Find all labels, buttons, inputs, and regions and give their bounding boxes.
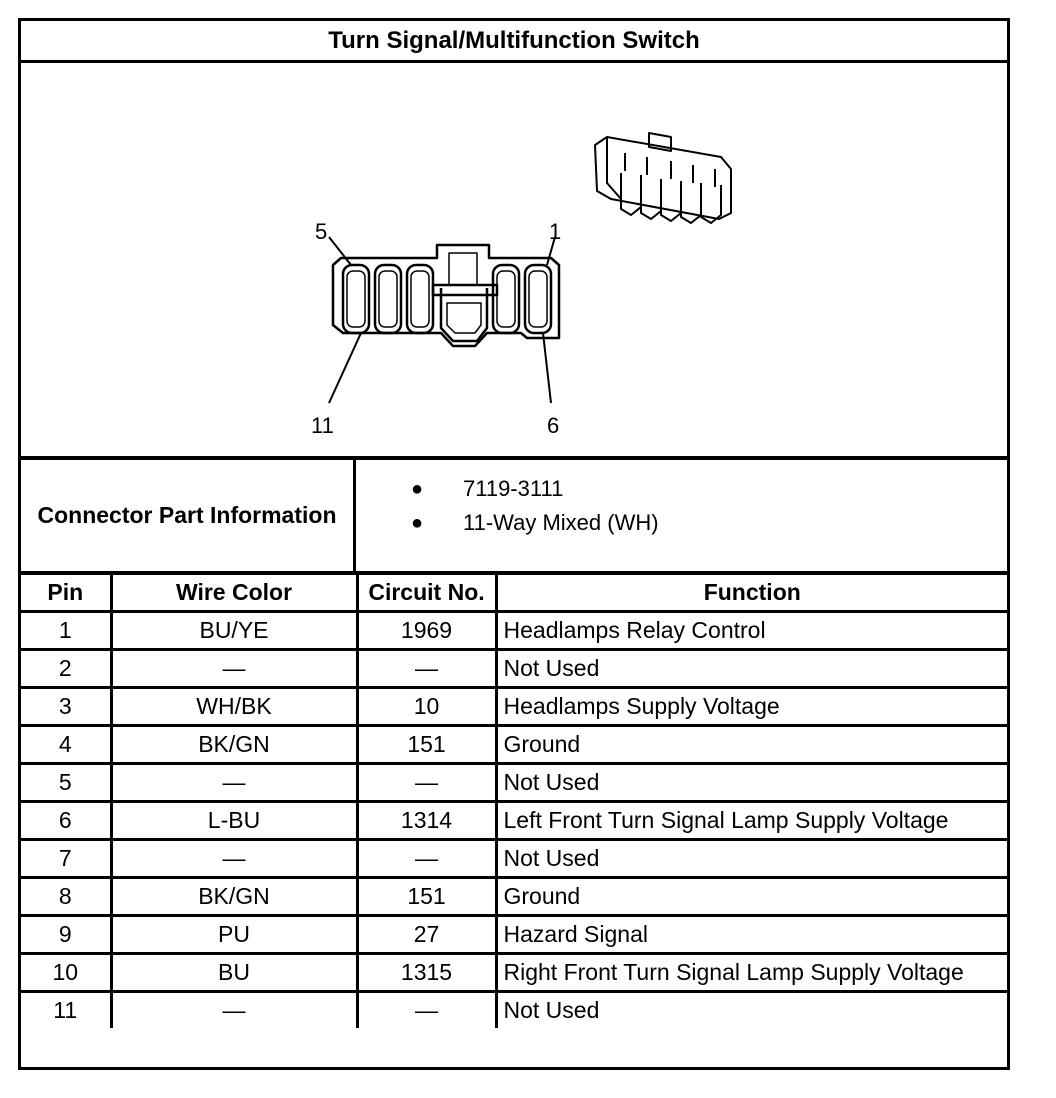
circuit-cell: 1315 (357, 954, 496, 992)
function-cell: Right Front Turn Signal Lamp Supply Voltage (496, 954, 1007, 992)
wire-color-cell: — (111, 992, 357, 1029)
circuit-cell: 27 (357, 916, 496, 954)
table-row (21, 802, 1007, 840)
wire-color-cell: BK/GN (111, 726, 357, 764)
connector-part-info-label: Connector Part Information (21, 460, 356, 571)
cavity (497, 271, 515, 327)
connector-part-info (21, 456, 1007, 575)
wire-color-cell: — (111, 764, 357, 802)
page-title: Turn Signal/Multifunction Switch (21, 21, 1007, 63)
latch-top (449, 253, 477, 285)
circuit-cell: — (357, 650, 496, 688)
pin-cell: 9 (21, 916, 111, 954)
header-pin: Pin (21, 575, 111, 612)
circuit-cell: 10 (357, 688, 496, 726)
table-row (21, 840, 1007, 878)
wire-color-cell: BK/GN (111, 878, 357, 916)
pin-label-6: 6 (547, 413, 560, 438)
pin-cell: 4 (21, 726, 111, 764)
table-row (21, 726, 1007, 764)
function-cell: Ground (496, 878, 1007, 916)
pin-cell: 3 (21, 688, 111, 726)
table-header-row (21, 575, 1007, 612)
cavity (529, 271, 547, 327)
table-row (21, 916, 1007, 954)
connector-diagram (21, 63, 1007, 456)
table-row (21, 764, 1007, 802)
table-row (21, 612, 1007, 650)
function-cell: Left Front Turn Signal Lamp Supply Voltage (496, 802, 1007, 840)
table-row (21, 650, 1007, 688)
pin-cell: 7 (21, 840, 111, 878)
table-row (21, 688, 1007, 726)
table-row (21, 954, 1007, 992)
wire-color-cell: WH/BK (111, 688, 357, 726)
connector-iso-view (595, 133, 731, 223)
connector-face-drawing (21, 63, 1007, 456)
wire-color-cell: BU/YE (111, 612, 357, 650)
circuit-cell: 151 (357, 878, 496, 916)
table-row (21, 992, 1007, 1029)
table-row (21, 878, 1007, 916)
wire-color-cell: BU (111, 954, 357, 992)
wire-color-cell: — (111, 650, 357, 688)
cavity (379, 271, 397, 327)
wire-color-cell: — (111, 840, 357, 878)
part-number: 7119-3111 (463, 476, 564, 501)
function-cell: Hazard Signal (496, 916, 1007, 954)
latch (447, 303, 481, 333)
leader-line (329, 237, 351, 265)
connector-description: 11-Way Mixed (WH) (463, 510, 659, 535)
function-cell: Not Used (496, 992, 1007, 1029)
circuit-cell: 1969 (357, 612, 496, 650)
list-item (411, 472, 659, 506)
wire-color-cell: L-BU (111, 802, 357, 840)
pin-cell: 1 (21, 612, 111, 650)
function-cell: Not Used (496, 840, 1007, 878)
header-wire-color: Wire Color (111, 575, 357, 612)
pin-cell: 8 (21, 878, 111, 916)
wire-color-cell: PU (111, 916, 357, 954)
circuit-cell: — (357, 992, 496, 1029)
function-cell: Ground (496, 726, 1007, 764)
leader-line (543, 333, 551, 403)
circuit-cell: — (357, 840, 496, 878)
circuit-cell: 1314 (357, 802, 496, 840)
pinout-table (21, 575, 1007, 1028)
function-cell: Not Used (496, 650, 1007, 688)
pin-cell: 2 (21, 650, 111, 688)
connector-sheet (18, 18, 1010, 1070)
pin-label-11: 11 (311, 413, 334, 438)
pin-cell: 10 (21, 954, 111, 992)
bullet-icon: ● (411, 512, 424, 534)
pin-cell: 11 (21, 992, 111, 1029)
function-cell: Headlamps Supply Voltage (496, 688, 1007, 726)
header-circuit-no: Circuit No. (357, 575, 496, 612)
pin-cell: 5 (21, 764, 111, 802)
pin-cell: 6 (21, 802, 111, 840)
circuit-cell: 151 (357, 726, 496, 764)
function-cell: Not Used (496, 764, 1007, 802)
cavity (347, 271, 365, 327)
circuit-cell: — (357, 764, 496, 802)
header-function: Function (496, 575, 1007, 612)
cavity (411, 271, 429, 327)
bullet-icon: ● (411, 478, 424, 500)
leader-line (329, 333, 361, 403)
pin-label-1: 1 (549, 219, 562, 244)
list-item (411, 506, 659, 540)
connector-part-info-list (411, 472, 659, 540)
pin-label-5: 5 (315, 219, 328, 244)
function-cell: Headlamps Relay Control (496, 612, 1007, 650)
